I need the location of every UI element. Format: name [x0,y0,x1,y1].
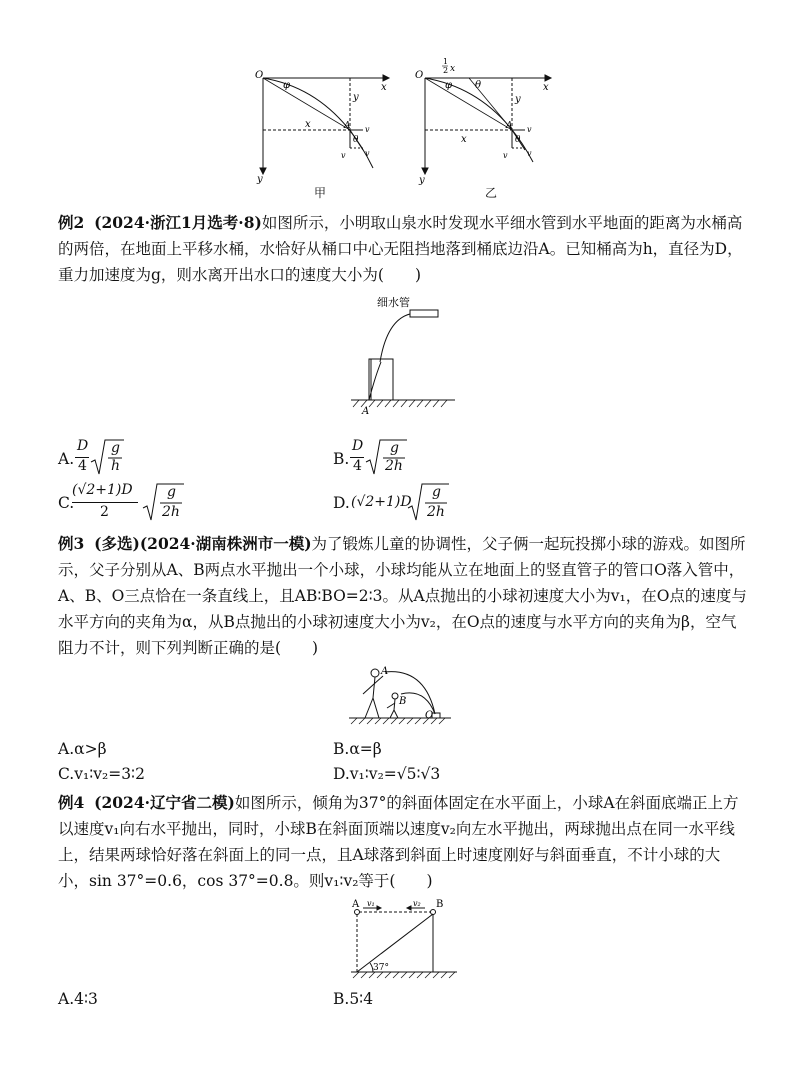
bucket-figure [345,292,465,417]
example-2-text [58,210,748,288]
caption-jia: 甲 [314,186,327,200]
phi-label: φ [283,80,291,91]
point-a-label: A [344,121,351,131]
example-4-label: 例4 [58,793,85,812]
option-a[interactable]: A. D 4 g h [58,438,258,478]
angle-label: 37° [373,963,389,973]
option-b[interactable]: B.α=β [333,740,382,758]
theta-label: θ [353,135,359,145]
vy-label: v [341,151,346,160]
water-pipe-label: 细水管 [377,296,410,309]
option-b[interactable]: B.5∶4 [333,990,374,1008]
origin-label: O [255,70,264,81]
origin-label: O [415,70,424,81]
point-b-label: B [399,696,407,707]
option-c[interactable]: C.v₁∶v₂=3∶2 [58,765,145,783]
x-axis-label: x [543,82,549,93]
x-axis-label: x [381,82,387,93]
option-c[interactable]: C. (√2+1)D 2 g 2h [58,482,258,524]
example-2-label: 例2 [58,213,85,232]
example-2-body: 如图所示，小明取山泉水时发现水平细水管到水平地面的距离为水桶高的两倍，在地面上平移水桶，水恰好从桶口中心无阻挡地落到桶底边沿A。已知桶高为h，直径为D，重力加速度为g，则水离开出水口的速度大小为( ) [58,214,743,284]
caption-yi: 乙 [485,186,498,200]
projectile-figure-yi [415,58,555,185]
ball-b-label: B [436,899,444,910]
projectile-figure-jia [255,70,395,185]
half-num: 1 [443,58,449,66]
phi-label: φ [445,80,453,91]
point-a-label: A [381,666,389,677]
y-axis-label: y [419,175,425,185]
example-4-body: 如图所示，倾角为37°的斜面体固定在水平面上，小球A在斜面底端正上方以速度v₁向右水平抛出，同时，小球B在斜面顶端以速度v₂向左水平抛出，两球抛出点在同一水平线上，结果两球恰好落在斜面上的同一点，且A球落到斜面上时速度刚好与斜面垂直，不计小球的大小，sin 37°=0.6，cos 37°=0.8。则v₁∶v₂等于( ) [58,794,739,890]
displacement-x-label: x [305,119,311,130]
example-4-source: (2024·辽宁省二模) [94,793,235,812]
point-a-label: A [506,121,513,131]
v-label: v [527,149,532,158]
throwing-game-figure [345,660,455,730]
v1-label: v₁ [367,899,375,908]
incline-figure [345,898,460,982]
half-x-label: x [450,64,456,74]
displacement-y-label: y [353,92,359,103]
theta-label: θ [515,135,521,145]
vy-label: v [503,151,508,160]
option-d[interactable]: D.v₁∶v₂=√5∶√3 [333,765,441,783]
option-a[interactable]: A.α>β [58,740,107,758]
half-den: 2 [443,66,449,75]
vx-label: v [365,125,370,134]
y-axis-label: y [257,174,263,185]
point-a-label: A [362,406,370,417]
v2-label: v₂ [413,899,421,908]
ball-a-label: A [352,899,360,910]
v-label: v [365,149,370,158]
vx-label: v [527,125,532,134]
option-a[interactable]: A.4∶3 [58,990,98,1008]
example-3-text [58,531,748,661]
example-3-source: (多选)(2024·湖南株洲市一模) [94,534,312,553]
displacement-x-label: x [461,134,467,145]
theta-top-label: θ [475,80,482,91]
option-b[interactable]: B. D 4 g 2h [333,438,533,478]
point-o-label: O [425,710,434,721]
example-3-label: 例3 [58,534,85,553]
displacement-y-label: y [515,94,521,105]
example-4-text [58,790,748,894]
example-2-source: (2024·浙江1月选考·8) [94,213,262,232]
example-3-body: 为了锻炼儿童的协调性，父子俩一起玩投掷小球的游戏。如图所示，父子分别从A、B两点水平抛出一个小球，小球均能从立在地面上的竖直管子的管口O落入管中，A、B、O三点恰在一条直线上，且AB∶BO=2∶3。从A点抛出的小球初速度大小为v₁，在O点的速度与水平方向的夹角为α，从B点抛出的小球初速度大小为v₂，在O点的速度与水平方向的夹角为β，空气阻力不计，则下列判断正确的是( ) [58,535,747,657]
option-d[interactable]: D. (√2+1)D g 2h [333,482,533,524]
